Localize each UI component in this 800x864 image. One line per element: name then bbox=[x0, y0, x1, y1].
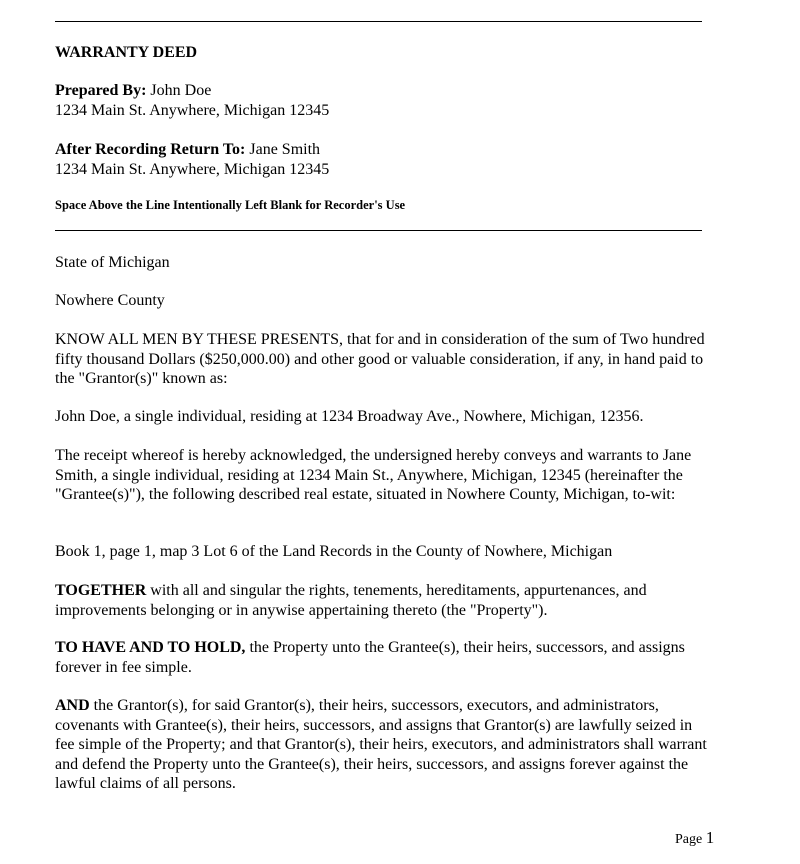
covenant-lead: AND bbox=[55, 697, 90, 714]
covenant-text: the Grantor(s), for said Grantor(s), their heirs, successors, executors, and administrators, covenants with Grantee(s), their heirs, successors, and assigns that Grantor(s) are lawfully seized in fee simple of the Property; and that Grantor(s), their heirs, executors, and administrators shall warrant and defend the Property unto the Grantee(s), their heirs, successors, and assigns forever against the lawful claims of all persons. bbox=[55, 697, 707, 792]
return-to-block bbox=[55, 140, 715, 179]
to-have-lead: TO HAVE AND TO HOLD, bbox=[55, 639, 246, 656]
top-divider bbox=[55, 21, 702, 22]
prepared-by-block bbox=[55, 81, 715, 120]
return-to-name: Jane Smith bbox=[249, 141, 321, 158]
to-have-text: the Property unto the Grantee(s), their heirs, successors, and assigns forever in fee simple. bbox=[55, 639, 685, 676]
return-to-address: 1234 Main St. Anywhere, Michigan 12345 bbox=[55, 160, 330, 178]
page-label: Page bbox=[675, 832, 703, 847]
return-to-label: After Recording Return To: bbox=[55, 141, 246, 158]
recorder-divider bbox=[55, 230, 702, 231]
state-line: State of Michigan bbox=[55, 254, 170, 271]
recorder-space-note: Space Above the Line Intentionally Left Blank for Recorder's Use bbox=[55, 198, 406, 212]
grantor-paragraph: John Doe, a single individual, residing at 1234 Broadway Ave., Nowhere, Michigan, 12356. bbox=[55, 408, 644, 425]
prepared-by-label: Prepared By: bbox=[55, 82, 147, 99]
document-title: WARRANTY DEED bbox=[55, 44, 198, 61]
consideration-paragraph: KNOW ALL MEN BY THESE PRESENTS, that for and in consideration of the sum of Two hundred fifty thousand Dollars ($250,000.00) and other good or valuable consideration, if any, in hand paid to the "Grantor(s)" known as: bbox=[55, 331, 705, 387]
legal-description: Book 1, page 1, map 3 Lot 6 of the Land Records in the County of Nowhere, Michigan bbox=[55, 543, 613, 560]
together-paragraph bbox=[55, 581, 715, 620]
prepared-by-address: 1234 Main St. Anywhere, Michigan 12345 bbox=[55, 101, 330, 119]
together-text: with all and singular the rights, tenements, hereditaments, appurtenances, and improvements belonging or in anywise appertaining thereto (the "Property"). bbox=[55, 582, 647, 619]
county-line: Nowhere County bbox=[55, 292, 165, 309]
together-lead: TOGETHER bbox=[55, 582, 147, 599]
prepared-by-name: John Doe bbox=[150, 82, 212, 99]
page-number-value: 1 bbox=[705, 828, 715, 847]
receipt-paragraph: The receipt whereof is hereby acknowledged, the undersigned hereby conveys and warrants to Jane Smith, a single individual, residing at 1234 Main St., Anywhere, Michigan, 12345 (hereinafter the "Grantee(s)"), the following described real estate, situated in Nowhere County, Michigan, to-wit: bbox=[55, 447, 692, 503]
covenant-paragraph bbox=[55, 696, 715, 794]
to-have-paragraph bbox=[55, 638, 715, 677]
page-number bbox=[675, 828, 714, 850]
